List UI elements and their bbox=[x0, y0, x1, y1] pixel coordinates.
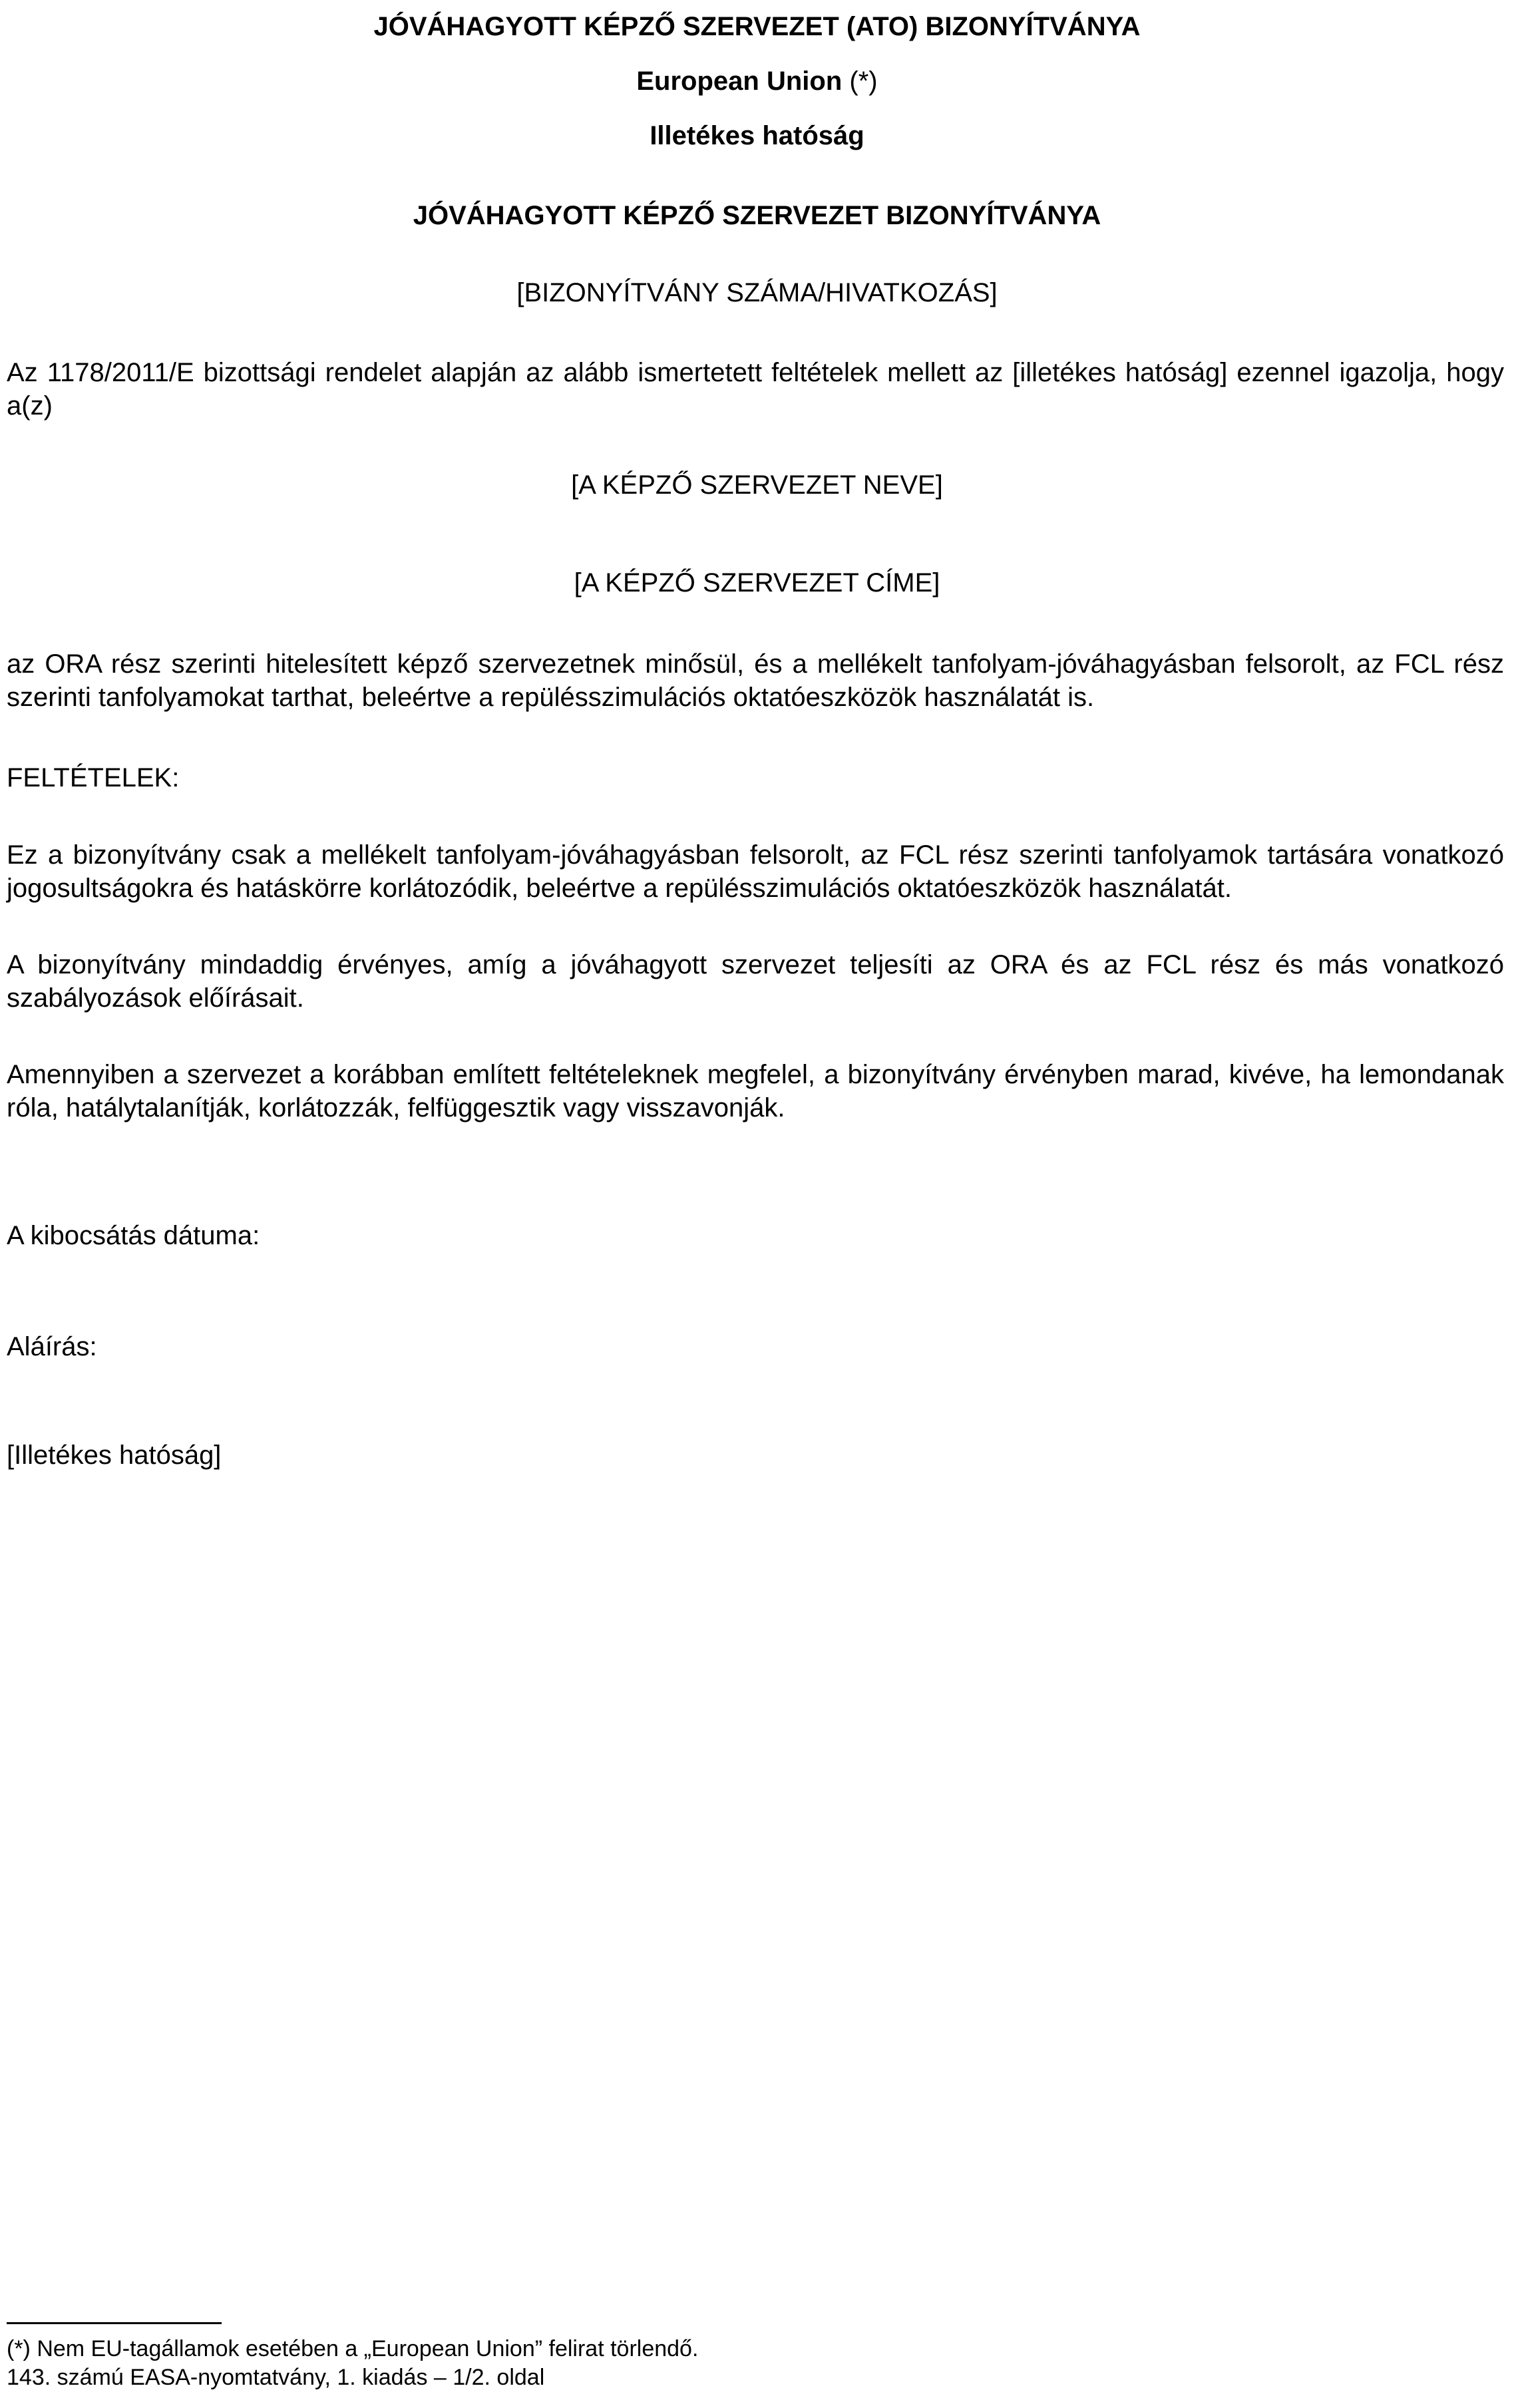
signature-label: Aláírás: bbox=[7, 1332, 97, 1361]
conditions-heading: FELTÉTELEK: bbox=[7, 763, 180, 792]
qualification-paragraph: az ORA rész szerinti hitelesített képző szervezetnek minősül, és a mellékelt tanfolyam-jóváhagyásban felsorolt, az FCL rész szerinti tanfolyamokat tarthat, beleértve a repülésszimulációs oktatóeszközök használatát is. bbox=[7, 649, 1504, 712]
intro-paragraph: Az 1178/2011/E bizottsági rendelet alapján az alább ismertetett feltételek mellett az [illetékes hatóság] ezennel igazolja, hogy a(z) bbox=[7, 358, 1504, 421]
issue-date-label: A kibocsátás dátuma: bbox=[7, 1221, 260, 1250]
form-info: 143. számú EASA-nyomtatvány, 1. kiadás – 1/2. oldal bbox=[7, 2365, 545, 2390]
certificate-reference: [BIZONYÍTVÁNY SZÁMA/HIVATKOZÁS] bbox=[516, 278, 998, 307]
organisation-address: [A KÉPZŐ SZERVEZET CÍME] bbox=[574, 568, 940, 598]
condition-2: A bizonyítvány mindaddig érvényes, amíg a jóváhagyott szervezet teljesíti az ORA és az FCL rész és más vonatkozó szabályozások előírásait. bbox=[7, 950, 1504, 1013]
eu-label: European Union bbox=[636, 67, 843, 96]
sub-title: JÓVÁHAGYOTT KÉPZŐ SZERVEZET BIZONYÍTVÁNYA bbox=[413, 201, 1101, 230]
authority-placeholder: [Illetékes hatóság] bbox=[7, 1441, 222, 1470]
footnote-divider bbox=[7, 2322, 222, 2324]
eu-line bbox=[0, 65, 1514, 97]
authority-heading: Illetékes hatóság bbox=[650, 121, 864, 150]
eu-footnote-marker: (*) bbox=[849, 67, 878, 96]
main-title: JÓVÁHAGYOTT KÉPZŐ SZERVEZET (ATO) BIZONYÍTVÁNYA bbox=[373, 12, 1141, 41]
condition-3: Amennyiben a szervezet a korábban említett feltételeknek megfelel, a bizonyítvány érvényben marad, kivéve, ha lemondanak róla, hatálytalanítják, korlátozzák, felfüggesztik vagy visszavonják. bbox=[7, 1060, 1504, 1122]
organisation-name: [A KÉPZŐ SZERVEZET NEVE] bbox=[571, 470, 943, 500]
footnote: (*) Nem EU-tagállamok esetében a „European Union” felirat törlendő. bbox=[7, 2336, 699, 2361]
condition-1: Ez a bizonyítvány csak a mellékelt tanfolyam-jóváhagyásban felsorolt, az FCL rész szerinti tanfolyamok tartására vonatkozó jogosultságokra és hatáskörre korlátozódik, beleértve a repülésszimulációs oktatóeszközök használatát. bbox=[7, 840, 1504, 903]
